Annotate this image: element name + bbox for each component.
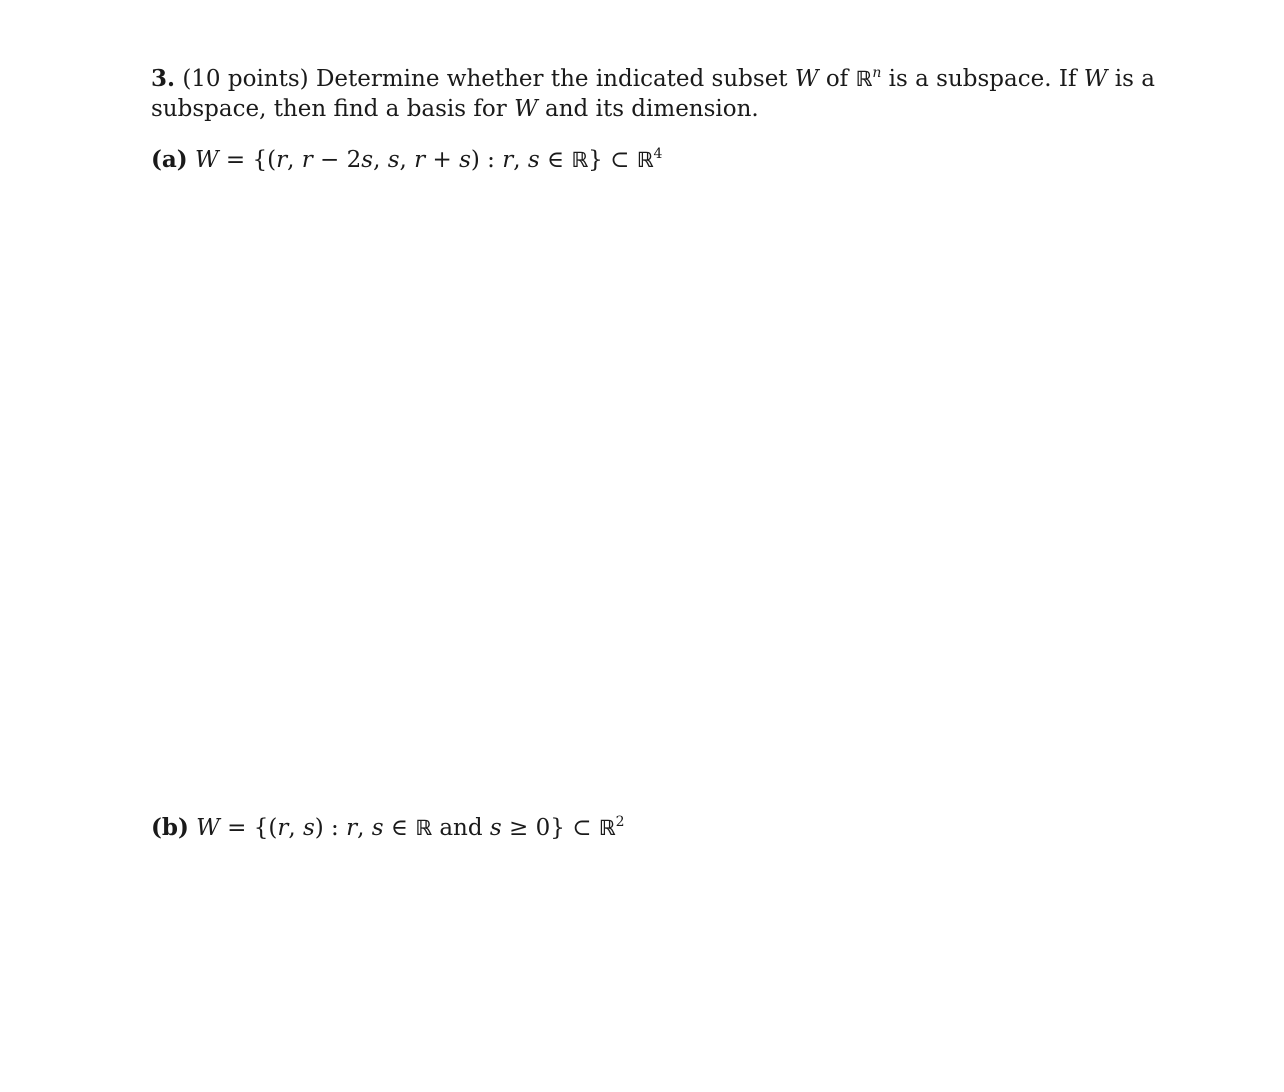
part-a-answer-space[interactable] <box>151 185 1141 795</box>
problem-line-2: subspace, then find a basis for W and its dimension. <box>151 96 759 122</box>
real-space-symbol: ℝ$^n$ <box>855 65 882 91</box>
problem-number: 3. <box>151 65 176 92</box>
problem-statement <box>151 64 1155 124</box>
part-a-question: (a) W = {(r, r − 2s, s, r + s) : r, s ∈ ℝ} ⊂ ℝ$^4$ <box>151 146 663 173</box>
part-b-question: (b) W = {(r, s) : r, s ∈ ℝ and s ≥ 0} ⊂ ℝ$^2$ <box>151 814 625 841</box>
part-a-label: (a) <box>151 146 188 173</box>
problem-points: (10 points) <box>182 66 309 92</box>
part-b-label: (b) <box>151 814 189 841</box>
problem-line-1: 3. (10 points) Determine whether the indicated subset W of ℝ$^n$ is a subspace. If W is a <box>151 65 1155 92</box>
part-b-answer-space[interactable] <box>151 853 1141 1073</box>
